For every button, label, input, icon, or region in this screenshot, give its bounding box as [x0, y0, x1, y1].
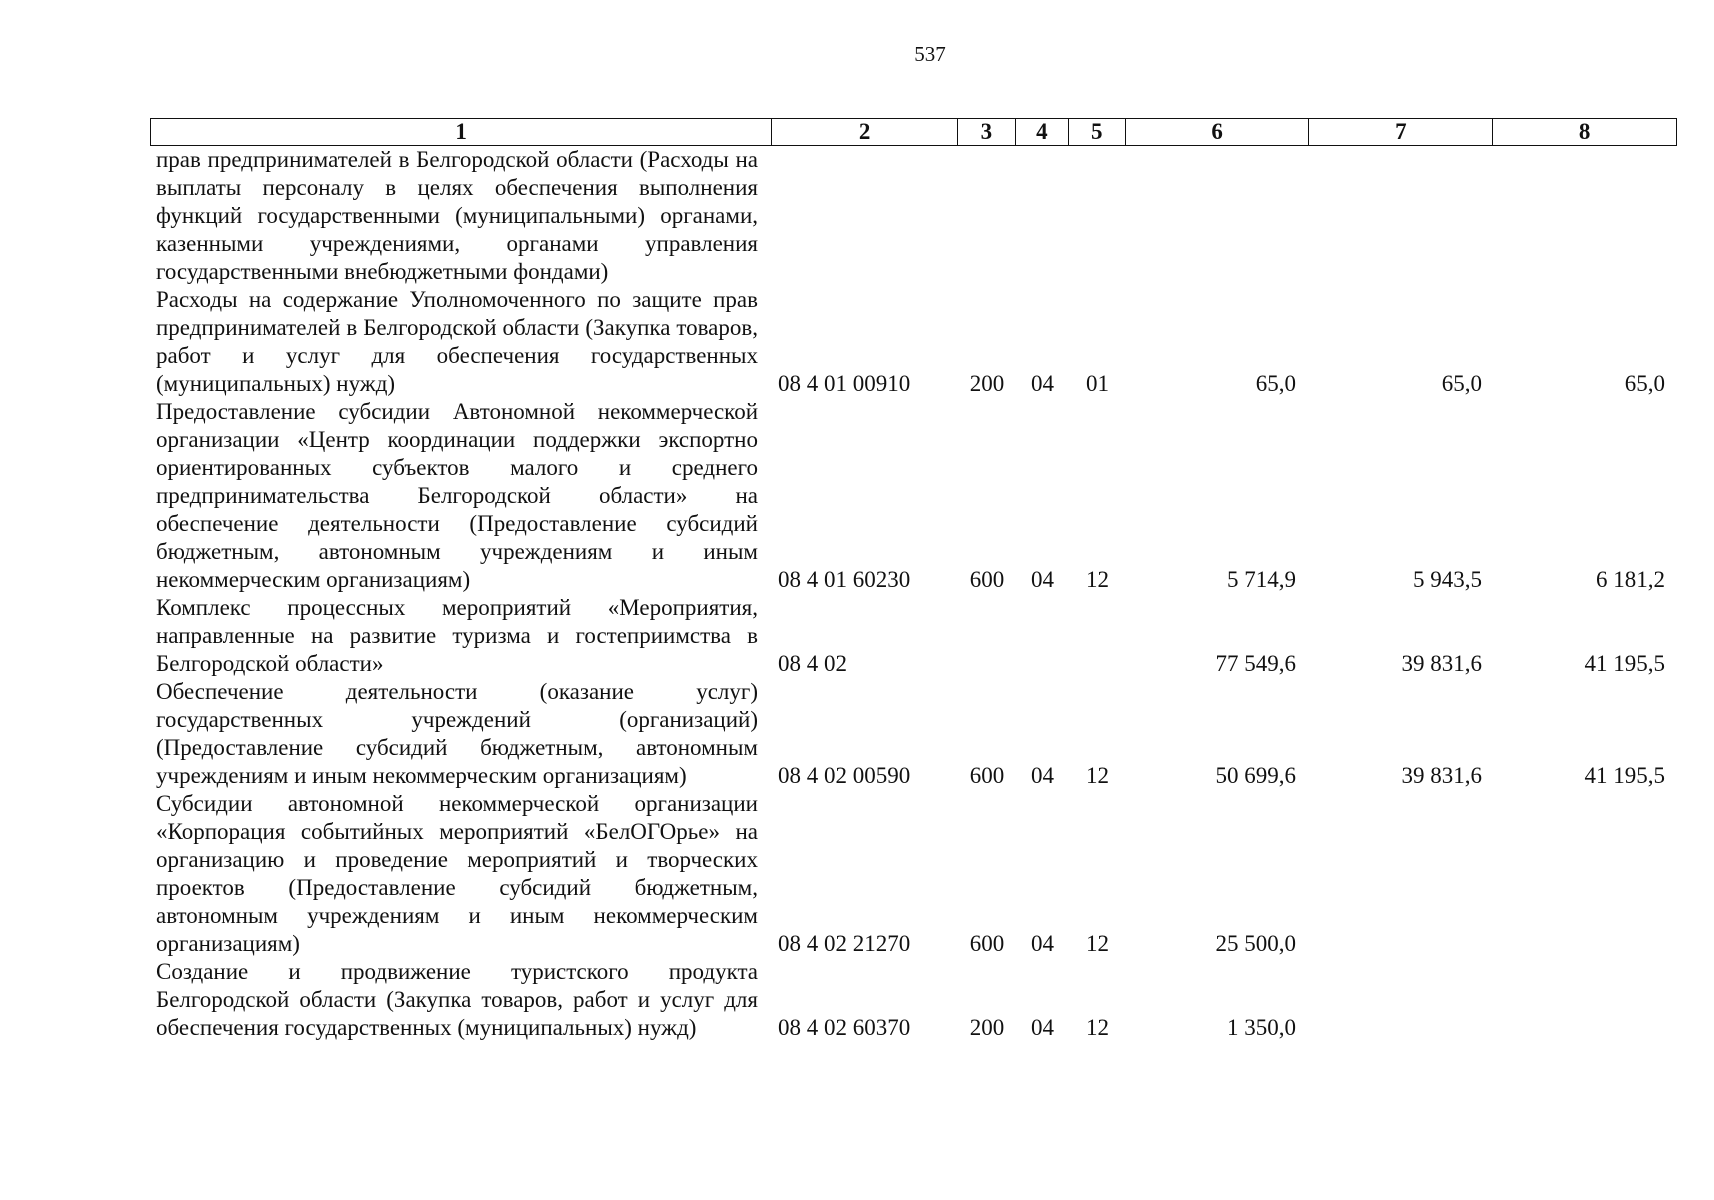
row-description: прав предпринимателей в Белгородской области (Расходы на выплаты персоналу в целях обеспечения выполнения функций государственными (муниципальными) органами, казенными учреждениями, органами управления государственными внебюджетными фондами): [156, 147, 758, 284]
budget-table: [150, 118, 1677, 1042]
row-description: Обеспечение деятельности (оказание услуг) государственных учреждений (организаций) (Предоставление субсидий бюджетным, автономным учреждениям и иным некоммерческим организациям): [156, 679, 758, 788]
row-description: Создание и продвижение туристского продукта Белгородской области (Закупка товаров, работ и услуг для обеспечения государственных (муниципальных) нужд): [156, 959, 758, 1040]
row-col-6: 50 699,6: [1215, 763, 1296, 788]
row-col-7: 39 831,6: [1401, 651, 1482, 676]
row-col-4: 04: [1031, 567, 1054, 592]
row-description: Субсидии автономной некоммерческой организации «Корпорация событийных мероприятий «БелОГОрье» на организацию и проведение мероприятий и творческих проектов (Предоставление субсидий бюджетным, автономным учреждениям и иным некоммерческим организациям): [156, 791, 758, 956]
row-col-5: 12: [1086, 763, 1109, 788]
row-col-5: 01: [1086, 371, 1109, 396]
row-code: 08 4 02 00590: [778, 763, 911, 788]
header-col-1: 1: [151, 119, 772, 145]
page-number: 537: [914, 42, 946, 66]
row-col-4: 04: [1031, 931, 1054, 956]
row-col-8: 41 195,5: [1584, 651, 1665, 676]
table-row: [150, 398, 1677, 594]
row-col-8: 6 181,2: [1596, 567, 1665, 592]
header-col-6: 6: [1126, 119, 1310, 145]
row-col-5: 12: [1086, 931, 1109, 956]
row-col-4: 04: [1031, 763, 1054, 788]
row-code: 08 4 01 00910: [778, 371, 911, 396]
table-body: [150, 146, 1677, 1042]
row-col-6: 65,0: [1255, 371, 1296, 396]
table-row: [150, 146, 1677, 286]
row-col-4: 04: [1031, 371, 1054, 396]
row-col-6: 1 350,0: [1227, 1015, 1296, 1040]
row-col-6: 77 549,6: [1215, 651, 1296, 676]
row-col-3: 200: [969, 371, 1005, 396]
row-col-7: 5 943,5: [1413, 567, 1482, 592]
header-col-7: 7: [1309, 119, 1493, 145]
row-col-7: 39 831,6: [1401, 763, 1482, 788]
row-description: Расходы на содержание Уполномоченного по защите прав предпринимателей в Белгородской области (Закупка товаров, работ и услуг для обеспечения государственных (муниципальных) нужд): [156, 287, 758, 396]
header-col-8: 8: [1578, 119, 1591, 144]
row-code: 08 4 01 60230: [778, 567, 911, 592]
table-row: [150, 286, 1677, 398]
table-row: [150, 958, 1677, 1042]
header-col-4: 4: [1016, 119, 1069, 145]
row-col-8: 41 195,5: [1584, 763, 1665, 788]
row-col-5: 12: [1086, 1015, 1109, 1040]
table-row: [150, 678, 1677, 790]
header-col-3: 3: [958, 119, 1016, 145]
row-col-3: 600: [969, 567, 1005, 592]
row-col-3: 200: [969, 1015, 1005, 1040]
row-col-6: 5 714,9: [1227, 567, 1296, 592]
row-code: 08 4 02 60370: [778, 1015, 911, 1040]
table-row: [150, 594, 1677, 678]
row-col-5: 12: [1086, 567, 1109, 592]
table-header: [150, 118, 1677, 146]
table-row: [150, 790, 1677, 958]
row-description: Комплекс процессных мероприятий «Мероприятия, направленные на развитие туризма и гостеприимства в Белгородской области»: [156, 595, 758, 676]
row-code: 08 4 02: [778, 651, 847, 676]
row-code: 08 4 02 21270: [778, 931, 911, 956]
row-col-6: 25 500,0: [1215, 931, 1296, 956]
row-col-3: 600: [969, 763, 1005, 788]
row-col-8: 65,0: [1624, 371, 1665, 396]
row-description: Предоставление субсидии Автономной некоммерческой организации «Центр координации поддержки экспортно ориентированных субъектов малого и среднего предпринимательства Белгородской области» на обеспечение деятельности (Предоставление субсидий бюджетным, автономным учреждениям и иным некоммерческим организациям): [156, 399, 758, 592]
row-col-4: 04: [1031, 1015, 1054, 1040]
header-col-2: 2: [772, 119, 958, 145]
row-col-7: 65,0: [1441, 371, 1482, 396]
header-col-5: 5: [1069, 119, 1126, 145]
row-col-3: 600: [969, 931, 1005, 956]
